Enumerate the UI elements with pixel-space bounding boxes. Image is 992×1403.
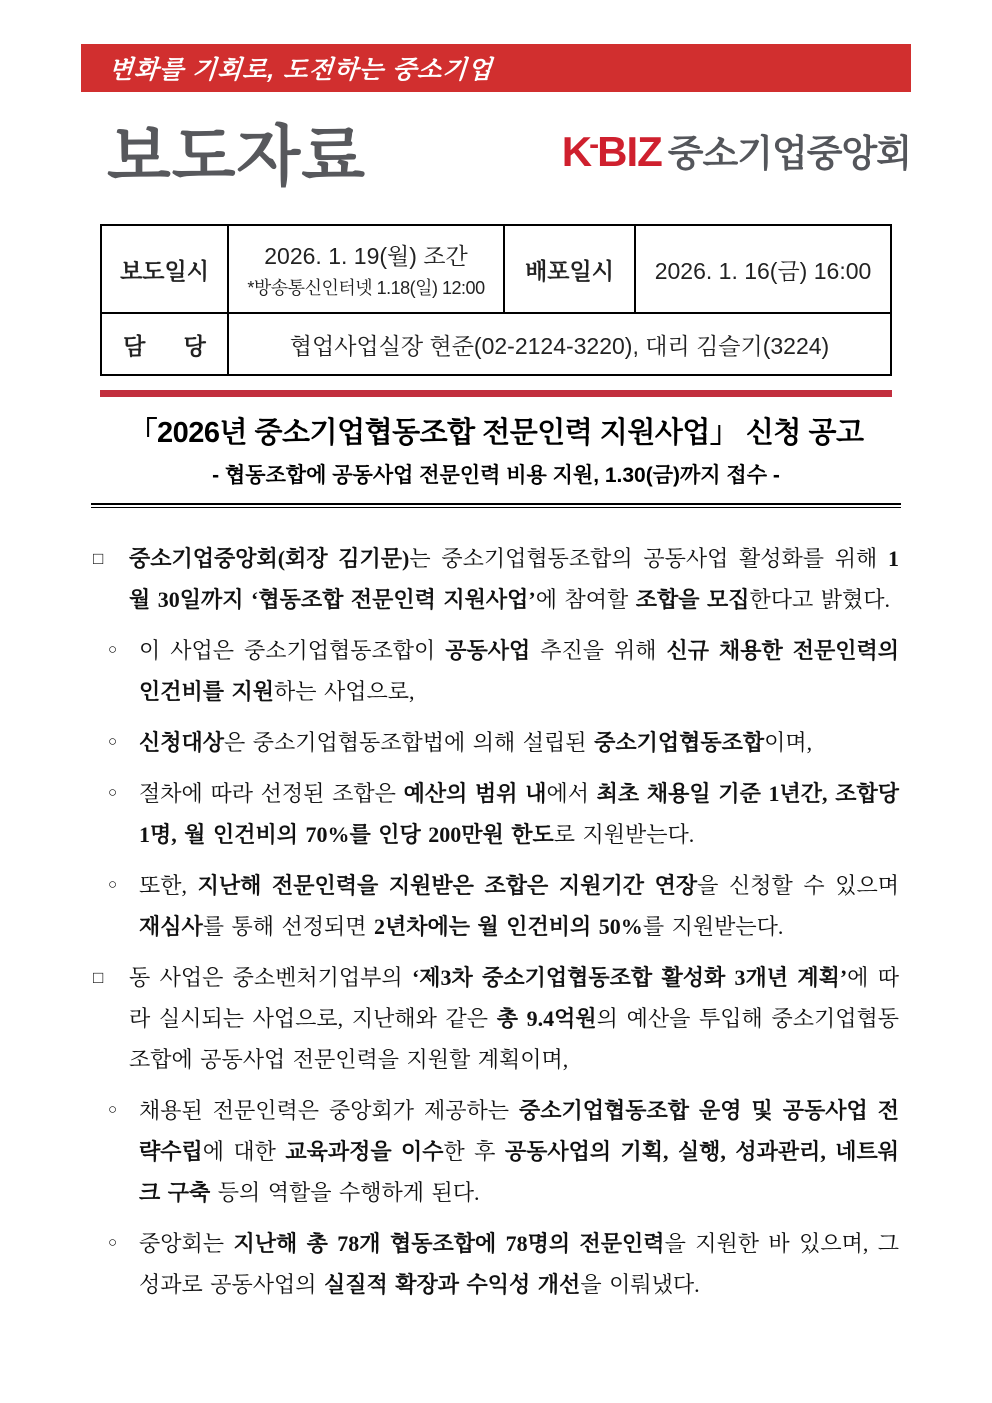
contact-label: 담 당 <box>101 313 228 375</box>
paragraph-6 <box>93 957 899 1080</box>
paragraph-3 <box>93 722 899 763</box>
circle-bullet-icon: ○ <box>108 877 118 893</box>
paragraph-text: 절차에 따라 선정된 조합은 예산의 범위 내에서 최초 채용일 기준 1년간, 조합당 1명, 월 인건비의 70%를 인당 200만원 한도로 지원받는다. <box>139 781 899 847</box>
paragraph-7 <box>93 1090 899 1213</box>
release-date-value: 2026. 1. 16(금) 16:00 <box>635 225 891 313</box>
paragraph-2 <box>93 630 899 712</box>
circle-bullet-icon: ○ <box>108 785 118 801</box>
table-row-contact <box>101 313 891 375</box>
paragraph-1 <box>93 538 899 620</box>
release-date-label: 배포일시 <box>504 225 635 313</box>
paragraph-text: 채용된 전문인력은 중앙회가 제공하는 중소기업협동조합 운영 및 공동사업 전략수립에 대한 교육과정을 이수한 후 공동사업의 기획, 실행, 성과관리, 네트워크 구축 등의 역할을 수행하게 된다. <box>139 1098 899 1205</box>
slogan-text: 변화를 기회로, 도전하는 중소기업 <box>107 56 494 84</box>
table-row-dates <box>101 225 891 313</box>
press-date-value <box>228 225 504 313</box>
circle-bullet-icon: ○ <box>108 1102 118 1118</box>
kbiz-logo-dash-icon: - <box>589 128 600 161</box>
doc-type-title: 보도자료 <box>107 118 367 193</box>
slogan-banner <box>81 44 911 92</box>
headline-title: 「2026년 중소기업협동조합 전문인력 지원사업」 신청 공고 <box>128 417 864 449</box>
kbiz-logo-biz: BIZ <box>597 128 662 175</box>
contact-value: 협업사업실장 현준(02-2124-3220), 대리 김슬기(3224) <box>228 313 891 375</box>
double-line-divider <box>91 503 901 508</box>
paragraph-text: 신청대상은 중소기업협동조합법에 의해 설립된 중소기업협동조합이며, <box>139 730 813 755</box>
paragraph-text: 동 사업은 중소벤처기업부의 ‘제3차 중소기업협동조합 활성화 3개년 계획’에 따라 실시되는 사업으로, 지난해와 같은 총 9.4억원의 예산을 투입해 중소기업협동조합에 공동사업 전문인력을 지원할 계획이며, <box>129 965 900 1072</box>
paragraph-text: 중소기업중앙회(회장 김기문)는 중소기업협동조합의 공동사업 활성화를 위해 1월 30일까지 ‘협동조합 전문인력 지원사업’에 참여할 조합을 모집한다고 밝혔다. <box>129 546 899 612</box>
org-name: 중소기업중앙회 <box>667 133 911 174</box>
press-date-label: 보도일시 <box>101 225 228 313</box>
circle-bullet-icon: ○ <box>108 734 118 750</box>
circle-bullet-icon: ○ <box>108 642 118 658</box>
paragraph-8 <box>93 1223 899 1305</box>
square-bullet-icon: □ <box>93 549 104 568</box>
paragraph-5 <box>93 865 899 947</box>
red-divider-bar <box>100 390 892 397</box>
kbiz-logo-k: K <box>561 128 592 175</box>
circle-bullet-icon: ○ <box>108 1235 118 1251</box>
square-bullet-icon: □ <box>93 968 104 987</box>
press-date-main: 2026. 1. 19(월) 조간 <box>264 243 468 269</box>
article-body <box>93 538 899 1305</box>
paragraph-text: 이 사업은 중소기업협동조합이 공동사업 추진을 위해 신규 채용한 전문인력의 인건비를 지원하는 사업으로, <box>139 638 899 704</box>
press-date-note: *방송통신인터넷 1.18(일) 12:00 <box>247 278 485 298</box>
headline-subtitle: - 협동조합에 공동사업 전문인력 비용 지원, 1.30(금)까지 접수 - <box>212 464 780 487</box>
paragraph-text: 중앙회는 지난해 총 78개 협동조합에 78명의 전문인력을 지원한 바 있으며, 그 성과로 공동사업의 실질적 확장과 수익성 개선을 이뤄냈다. <box>139 1231 899 1297</box>
masthead <box>81 100 911 200</box>
info-table <box>100 224 892 376</box>
paragraph-4 <box>93 773 899 855</box>
paragraph-text: 또한, 지난해 전문인력을 지원받은 조합은 지원기간 연장을 신청할 수 있으며 재심사를 통해 선정되면 2년차에는 월 인건비의 50%를 지원받는다. <box>139 873 899 939</box>
kbiz-logo <box>562 123 911 177</box>
